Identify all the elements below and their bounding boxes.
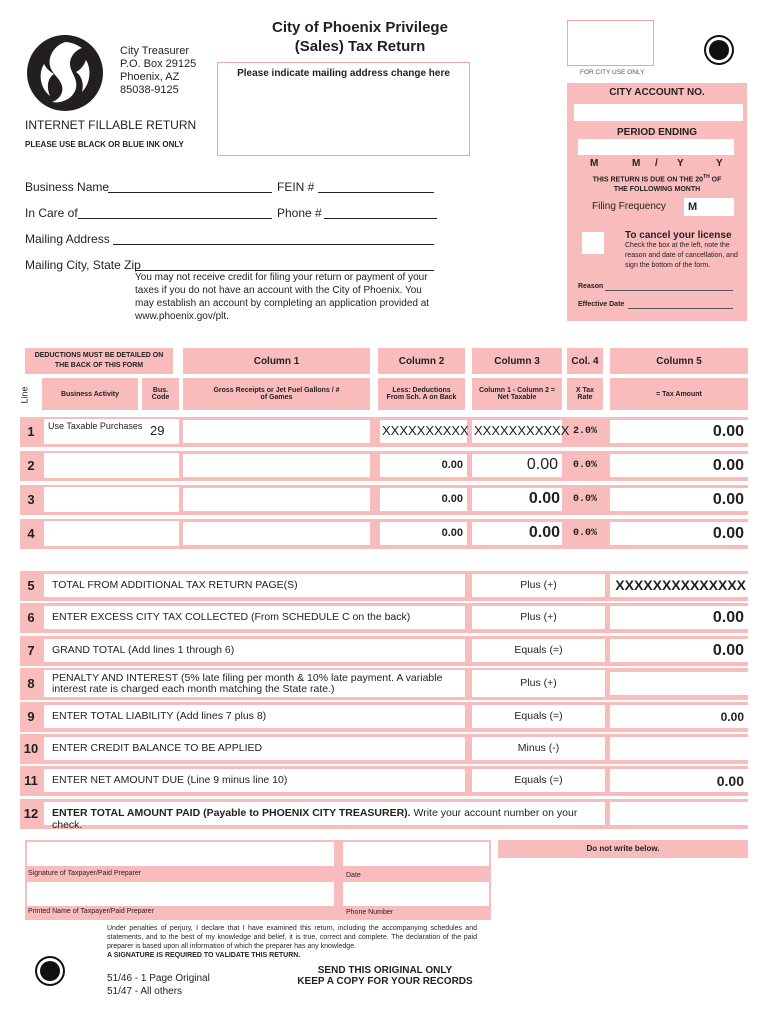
summary-row: [20, 799, 748, 829]
row-number: 3: [27, 492, 35, 507]
date-label: Date: [346, 872, 361, 879]
do-not-write-banner: Do not write below.: [498, 840, 748, 858]
deductions-note: DEDUCTIONS MUST BE DETAILED ON THE BACK OF THIS FORM: [25, 348, 173, 374]
tax-rate-value: 2.0%: [573, 426, 598, 437]
line-amount-field[interactable]: 0.00: [610, 606, 748, 629]
net-taxable-field[interactable]: 0.00: [472, 454, 562, 477]
address-line: Phoenix, AZ: [120, 71, 180, 83]
line-label: Line: [19, 386, 30, 404]
line-text: ENTER TOTAL LIABILITY (Add lines 7 plus 8): [52, 710, 267, 722]
table-row: [20, 417, 748, 447]
business-activity-field[interactable]: [44, 521, 158, 546]
summary-row: [20, 603, 748, 633]
line-operator: Plus (+): [472, 606, 605, 629]
period-slash: /: [655, 158, 658, 169]
line-description: [44, 737, 465, 760]
city-use-label: FOR CITY USE ONLY: [580, 69, 645, 76]
column-5-header: Column 5: [610, 348, 748, 374]
fein-label: FEIN #: [277, 180, 315, 194]
address-line: P.O. Box 29125: [120, 58, 197, 70]
deductions-value: XXXXXXXXXX: [382, 423, 469, 438]
line-operator: Plus (+): [472, 670, 605, 697]
line-header: [19, 378, 38, 414]
line-number: 5: [27, 578, 35, 593]
net-taxable-field[interactable]: 0.00: [472, 522, 562, 545]
net-taxable-field[interactable]: [472, 420, 570, 443]
ink-note: PLEASE USE BLACK OR BLUE INK ONLY: [25, 140, 184, 149]
mailing-change-label: Please indicate mailing address change here: [237, 68, 450, 79]
perjury-text: Under penalties of perjury, I declare that I have examined this return, including the accompanying schedules and statements, and to the best of my knowledge and belief, it is true, correct and complete. The declaration of the paid preparer is based upon all information of which the preparer has any knowledge.: [107, 925, 477, 950]
gross-receipts-field[interactable]: [183, 454, 370, 477]
page-title: [250, 18, 470, 56]
column-4-header: Col. 4: [567, 348, 603, 374]
cancel-title: To cancel your license: [625, 230, 732, 241]
line-operator: Equals (=): [472, 705, 605, 728]
fein-input[interactable]: [318, 192, 434, 193]
summary-row: [20, 702, 748, 732]
due-line-2: THE FOLLOWING MONTH: [613, 186, 701, 194]
line-amount-field[interactable]: 0.00: [610, 769, 748, 792]
effective-date-line[interactable]: [628, 308, 733, 309]
line-number: 7: [27, 643, 35, 658]
business-activity-value: Use Taxable Purchases: [48, 421, 143, 431]
line-amount-field[interactable]: [610, 737, 748, 760]
phone-number-label: Phone Number: [346, 909, 394, 916]
account-no-label: CITY ACCOUNT NO.: [609, 87, 705, 98]
registration-dot-icon: [40, 961, 60, 981]
bus-code-field[interactable]: [142, 521, 179, 546]
line-amount-field[interactable]: [610, 672, 748, 695]
line-text: TOTAL FROM ADDITIONAL TAX RETURN PAGE(S): [52, 579, 298, 591]
form-number-1: 51/46 - 1 Page Original: [107, 973, 210, 984]
gross-receipts-field[interactable]: [183, 488, 370, 511]
care-of-input[interactable]: [78, 218, 272, 219]
city-use-box: [567, 20, 654, 66]
tax-rate-value: 0.0%: [573, 494, 598, 505]
printed-name-label: Printed Name of Taxpayer/Paid Preparer: [28, 908, 154, 915]
bus-code-field[interactable]: [142, 487, 179, 512]
bus-code-field[interactable]: [142, 419, 179, 444]
table-row: [20, 485, 748, 515]
line-description: [44, 802, 605, 831]
amount-paid-field[interactable]: [610, 802, 748, 825]
period-m2: M: [632, 158, 641, 169]
line-number: 12: [23, 806, 39, 821]
title-line-2: (Sales) Tax Return: [294, 38, 426, 55]
column-3-header: Column 3: [472, 348, 562, 374]
mailing-address-input[interactable]: [113, 244, 434, 245]
summary-row: [20, 734, 748, 764]
summary-row: [20, 571, 748, 601]
line-operator: Minus (-): [472, 737, 605, 760]
summary-row: [20, 636, 748, 666]
treasurer-address: [120, 45, 196, 97]
address-line: 85038-9125: [120, 84, 179, 96]
registration-dot-icon: [709, 40, 729, 60]
title-line-1: City of Phoenix Privilege: [272, 19, 448, 36]
business-activity-field[interactable]: [44, 487, 158, 512]
gross-receipts-field[interactable]: [183, 420, 370, 443]
account-notice: You may not receive credit for filing your return or payment of your taxes if you do not have an account with the City of Phoenix. You may establish an account by completing an application provided at www.phoenix.gov/plt.: [135, 272, 430, 322]
send-line-2: KEEP A COPY FOR YOUR RECORDS: [297, 976, 473, 987]
signature-field[interactable]: [27, 842, 334, 866]
due-sup: TH: [703, 174, 710, 180]
account-no-input[interactable]: [574, 104, 743, 121]
cancel-text: Check the box at the left, note the reason and date of cancellation, and sign the bottom of the form.: [625, 242, 738, 269]
deductions-field[interactable]: 0.00: [380, 454, 467, 477]
send-original-note: [290, 965, 480, 987]
column-2-header: Column 2: [378, 348, 465, 374]
line-operator: Plus (+): [472, 574, 605, 597]
x-tax-rate-header: X Tax Rate: [567, 378, 603, 410]
business-activity-field[interactable]: [44, 419, 158, 444]
line-description: [44, 670, 465, 697]
filing-frequency-label: Filing Frequency: [592, 201, 666, 212]
period-y2: Y: [716, 158, 723, 169]
business-activity-field[interactable]: [44, 453, 158, 478]
tax-amount-field[interactable]: 0.00: [610, 488, 748, 511]
mailing-city-label: Mailing City, State Zip: [25, 258, 141, 272]
deductions-field[interactable]: 0.00: [380, 522, 467, 545]
line-12-bold: ENTER TOTAL AMOUNT PAID (Payable to PHOENIX CITY TREASURER).: [52, 807, 411, 819]
gross-receipts-header: Gross Receipts or Jet Fuel Gallons / # of Games: [183, 378, 370, 410]
due-of: OF: [709, 176, 722, 184]
line-description: [44, 705, 465, 728]
phone-input[interactable]: [324, 218, 437, 219]
column-1-header: Column 1: [183, 348, 370, 374]
net-taxable-field[interactable]: 0.00: [472, 488, 562, 511]
due-line-1: THIS RETURN IS DUE ON THE 20: [592, 176, 704, 184]
perjury-statement: [107, 924, 477, 960]
table-row: [20, 519, 748, 549]
date-field[interactable]: [343, 842, 489, 866]
row-number: 4: [27, 526, 35, 541]
effective-date-label: Effective Date: [578, 301, 625, 308]
signature-required: A SIGNATURE IS REQUIRED TO VALIDATE THIS RETURN.: [107, 952, 301, 959]
phoenix-logo: [24, 34, 106, 112]
filing-frequency-field[interactable]: M: [684, 198, 734, 216]
line-number: 10: [23, 741, 39, 756]
line-text: ENTER NET AMOUNT DUE (Line 9 minus line 10): [52, 774, 288, 786]
line-number: 9: [27, 709, 35, 724]
line-description: [44, 639, 465, 662]
line-description: [44, 574, 465, 597]
net-taxable-header: Column 1 - Column 2 = Net Taxable: [472, 378, 562, 410]
care-of-label: In Care of: [25, 206, 78, 220]
cancel-checkbox[interactable]: [582, 232, 604, 254]
table-row: [20, 451, 748, 481]
form-number-2: 51/47 - All others: [107, 986, 183, 997]
due-note: [567, 172, 747, 195]
business-name-input[interactable]: [108, 192, 272, 193]
deductions-field[interactable]: 0.00: [380, 488, 467, 511]
bus-code-value: 29: [150, 423, 165, 438]
line-text: ENTER CREDIT BALANCE TO BE APPLIED: [52, 742, 263, 754]
deductions-field[interactable]: [380, 420, 467, 443]
gross-receipts-field[interactable]: [183, 522, 370, 545]
net-taxable-value: XXXXXXXXXXX: [474, 423, 570, 438]
reason-label: Reason: [578, 283, 604, 290]
period-ending-input[interactable]: [578, 139, 734, 155]
line-amount-field[interactable]: 0.00: [610, 639, 748, 662]
line-operator: Equals (=): [472, 639, 605, 662]
row-number: 2: [27, 458, 35, 473]
tax-amount-field[interactable]: 0.00: [610, 420, 748, 443]
line-number: 11: [24, 773, 38, 788]
line-description: [44, 769, 465, 792]
bus-code-field[interactable]: [142, 453, 179, 478]
form-numbers: [107, 972, 210, 998]
period-m1: M: [590, 158, 599, 169]
tax-rate-value: 0.0%: [573, 528, 598, 539]
bus-code-header: Bus. Code: [142, 378, 179, 410]
line-operator: Equals (=): [472, 769, 605, 792]
phone-label: Phone #: [277, 206, 322, 220]
signature-label: Signature of Taxpayer/Paid Preparer: [28, 870, 142, 877]
address-line: City Treasurer: [120, 45, 190, 57]
business-activity-header: Business Activity: [42, 378, 138, 410]
less-deductions-header: Less: Deductions From Sch. A on Back: [378, 378, 465, 410]
line-text: ENTER EXCESS CITY TAX COLLECTED (From SCHEDULE C on the back): [52, 611, 411, 623]
line-number: 8: [27, 676, 35, 691]
line-text: PENALTY AND INTEREST (5% late filing per month & 10% late payment. A variable interest rate is charged each month matching the State rate.): [52, 672, 443, 695]
summary-row: [20, 668, 748, 700]
line-12-rest: Write your account number on your check.: [52, 807, 578, 831]
tax-amount-field[interactable]: 0.00: [610, 454, 748, 477]
line-amount-field[interactable]: XXXXXXXXXXXXXX: [610, 574, 748, 597]
line-number: 6: [27, 610, 35, 625]
printed-name-field[interactable]: [27, 882, 334, 906]
line-description: [44, 606, 465, 629]
phone-number-field[interactable]: [343, 882, 489, 906]
summary-row: [20, 766, 748, 796]
reason-line[interactable]: [605, 290, 733, 291]
mailing-address-label: Mailing Address: [25, 232, 110, 246]
row-number: 1: [27, 424, 35, 439]
tax-amount-header: = Tax Amount: [610, 378, 748, 410]
business-name-label: Business Name: [25, 180, 110, 194]
line-text: GRAND TOTAL (Add lines 1 through 6): [52, 644, 235, 656]
tax-amount-field[interactable]: 0.00: [610, 522, 748, 545]
period-ending-label: PERIOD ENDING: [616, 127, 697, 138]
line-amount-field[interactable]: 0.00: [610, 705, 748, 728]
send-line-1: SEND THIS ORIGINAL ONLY: [317, 965, 453, 976]
internet-fillable-label: INTERNET FILLABLE RETURN: [25, 118, 197, 132]
tax-rate-value: 0.0%: [573, 460, 598, 471]
period-y1: Y: [677, 158, 684, 169]
